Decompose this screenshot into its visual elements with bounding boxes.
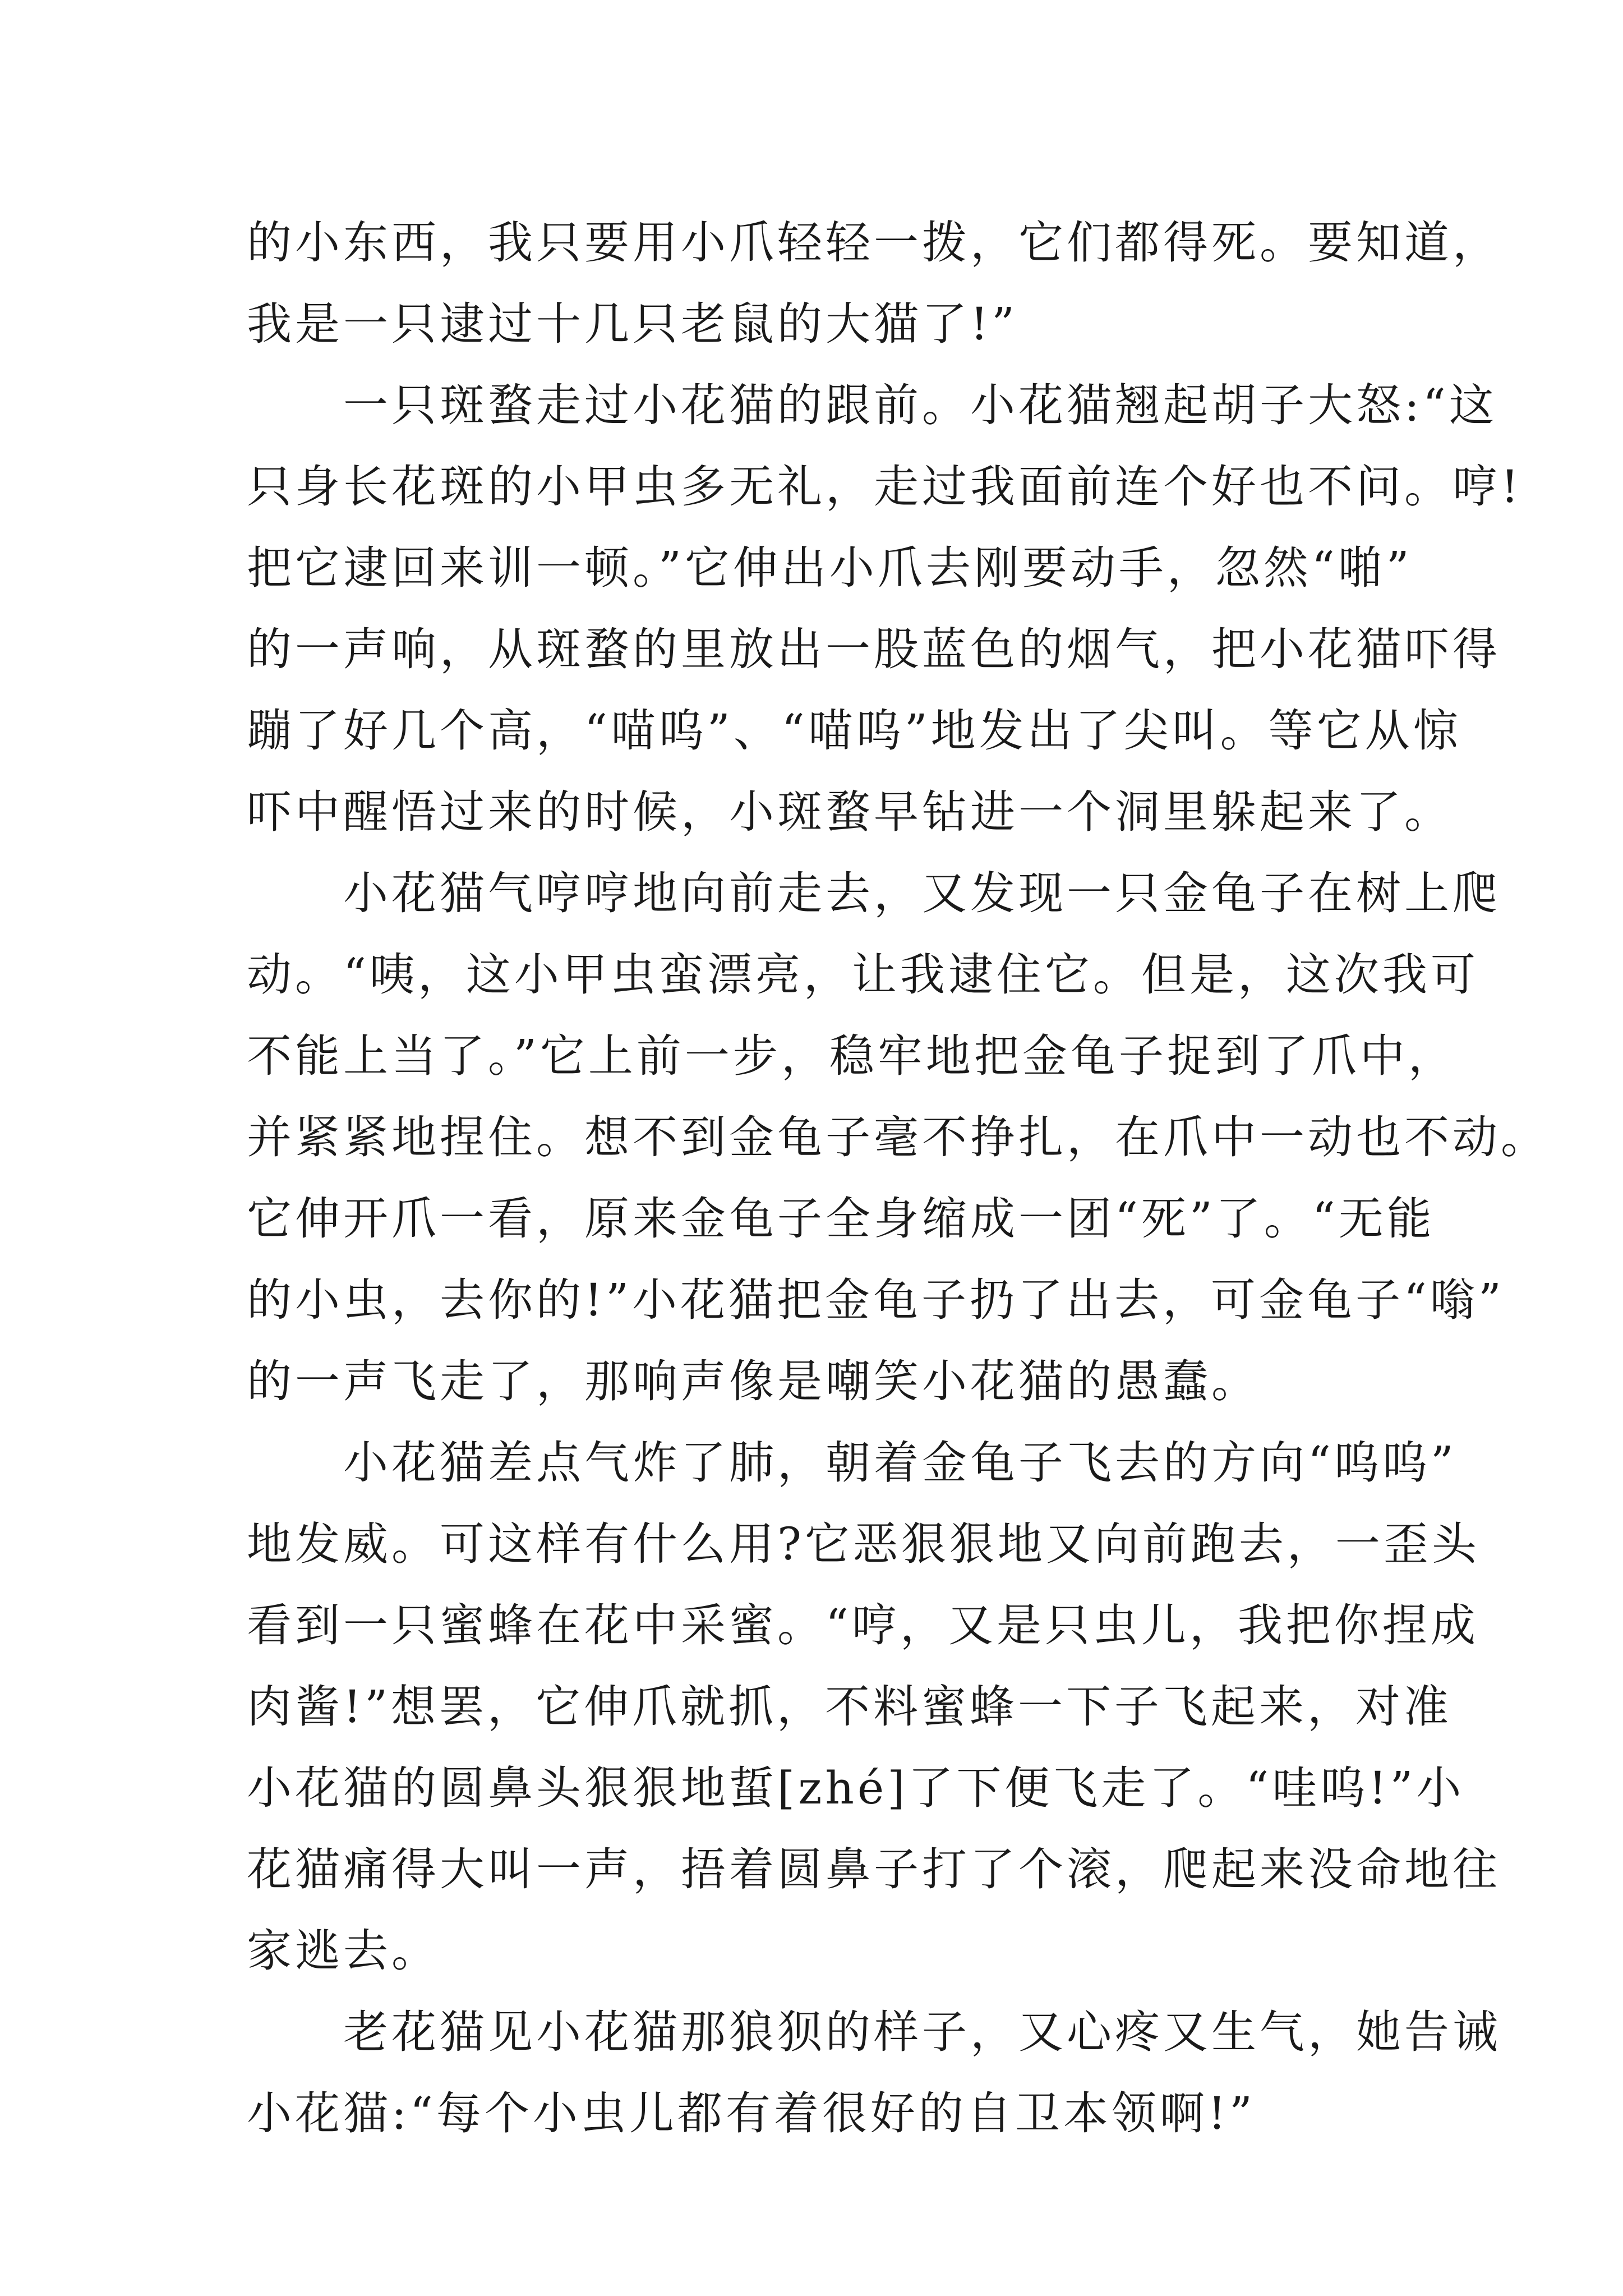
text-line: 的一声飞走了，那响声像是嘲笑小花猫的愚蠢。 <box>247 1355 1260 1407</box>
text-line: 老花猫见小花猫那狼狈的样子，又心疼又生气，她告诫 <box>343 2006 1501 2058</box>
paragraph-5 <box>247 1991 1501 2154</box>
text-line: 蹦了好几个高，“喵呜”、“喵呜”地发出了尖叫。等它从惊 <box>247 705 1461 757</box>
text-line: 一只斑蝥走过小花猫的跟前。小花猫翘起胡子大怒:“这 <box>343 379 1497 431</box>
text-line: 动。“咦，这小甲虫蛮漂亮，让我逮住它。但是，这次我可 <box>247 949 1479 1001</box>
text-line: 小花猫的圆鼻头狠狠地蜇[zhé]了下便飞走了。“哇呜!”小 <box>247 1762 1465 1814</box>
text-line: 小花猫气哼哼地向前走去，又发现一只金龟子在树上爬 <box>343 867 1501 919</box>
paragraph-1 <box>247 202 1501 365</box>
text-line: 我是一只逮过十几只老鼠的大猫了!” <box>247 298 1018 350</box>
text-line: 的一声响，从斑蝥的里放出一股蓝色的烟气，把小花猫吓得 <box>247 623 1501 675</box>
text-line: 看到一只蜜蜂在花中采蜜。“哼，又是只虫儿，我把你捏成 <box>247 1599 1479 1651</box>
text-line: 把它逮回来训一顿。”它伸出小爪去刚要动手，忽然“啪” <box>247 542 1413 594</box>
text-line: 地发威。可这样有什么用?它恶狠狠地又向前跑去，一歪头 <box>247 1518 1480 1570</box>
paragraph-4 <box>247 1422 1501 1991</box>
text-line: 家逃去。 <box>247 1925 440 1977</box>
text-line: 的小东西，我只要用小爪轻轻一拨，它们都得死。要知道， <box>247 217 1501 269</box>
text-line: 的小虫，去你的!”小花猫把金龟子扔了出去，可金龟子“嗡” <box>247 1274 1505 1326</box>
text-line: 吓中醒悟过来的时候，小斑蝥早钻进一个洞里躲起来了。 <box>247 786 1453 838</box>
paragraph-3 <box>247 853 1549 1422</box>
text-line: 不能上当了。”它上前一步，稳牢地把金龟子捉到了爪中， <box>247 1030 1456 1082</box>
text-line: 它伸开爪一看，原来金龟子全身缩成一团“死”了。“无能 <box>247 1193 1435 1245</box>
text-line: 并紧紧地捏住。想不到金龟子毫不挣扎，在爪中一动也不动。 <box>247 1111 1549 1163</box>
text-line: 只身长花斑的小甲虫多无礼，走过我面前连个好也不问。哼! <box>247 461 1523 513</box>
text-line: 小花猫差点气炸了肺，朝着金龟子飞去的方向“呜呜” <box>343 1437 1457 1489</box>
paragraph-2 <box>247 365 1523 853</box>
story-text <box>247 202 1549 2154</box>
text-line: 花猫痛得大叫一声，捂着圆鼻子打了个滚，爬起来没命地往 <box>247 1843 1501 1895</box>
text-line: 肉酱!”想罢，它伸爪就抓，不料蜜蜂一下子飞起来，对准 <box>247 1681 1453 1733</box>
text-line: 小花猫:“每个小虫儿都有着很好的自卫本领啊!” <box>247 2087 1256 2139</box>
